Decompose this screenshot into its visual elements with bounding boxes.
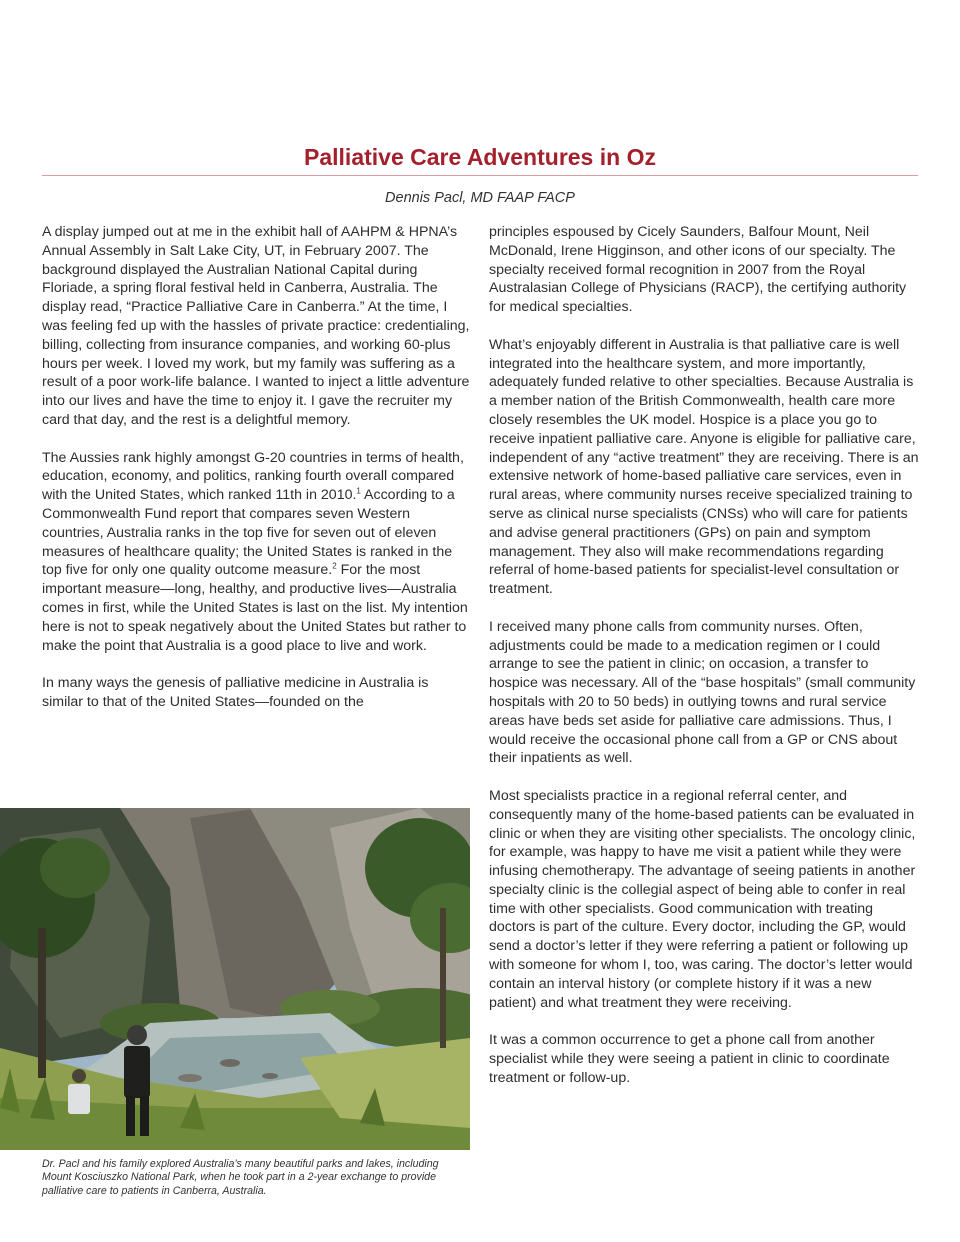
gorge-landscape-image (0, 808, 470, 1150)
right-paragraph-1: principles espoused by Cicely Saunders, Balfour Mount, Neil McDonald, Irene Higginson, and other icons of our specialty. The specialty received formal recognition in 2007 from the Royal Australasian College of Physicians (RACP), the certifying authority for medical specialties. (489, 224, 907, 316)
right-paragraph-2: What’s enjoyably different in Australia is that palliative care is well integrated into the healthcare system, and more importantly, adequately funded relative to other specialties. Because Australia is a member nation of the British Commonwealth, health care more closely resembles the UK model. Hospice is a place you go to receive inpatient palliative care. Anyone is eligible for palliative care, independent of any “active treatment” they are receiving. There is an extensive network of home-based palliative care services, even in rural areas, where community nurses receive specialized training to serve as clinical nurse specialists (CNSs) who will care for patients and advise general practitioners (GPs) on pain and symptom management. They also will make recommendations regarding referral of home-based patients for specialist-level consultation or treatment. (489, 336, 919, 598)
photo-caption: Dr. Pacl and his family explored Australia’s many beautiful parks and lakes, including Mount Kosciuszko National Park, when he took part in a 2-year exchange to provide palliative care to patients in Canberra, Australia. (42, 1158, 439, 1197)
right-column (489, 223, 919, 1106)
right-paragraph-4: Most specialists practice in a regional referral center, and consequently many of the home-based patients can be evaluated in clinic or when they are visiting other specialists. The oncology clinic, for example, was happy to have me visit a patient while they were infusing chemotherapy. The advantage of seeing patients in another specialty clinic is the collegial aspect of being able to confer in real time with other specialists. Good communication with treating doctors is part of the culture. Every doctor, including the GP, would send a doctor’s letter if they were referring a patient or following up with someone for whom I, too, was caring. The doctor’s letter would contain an interval history (or complete history if it was a new patient) and what treatment they were receiving. (489, 787, 916, 1011)
left-column (42, 223, 472, 731)
paragraph-text: According to a Commonwealth Fund report that compares seven Western countries, Australia ranks in the top five for seven out of eleven measures of healthcare quality; the United States is ranked in the top five for only one quality outcome measure. (42, 487, 455, 579)
article-title: Palliative Care Adventures in Oz (304, 144, 656, 170)
paragraph-text: The Aussies rank highly amongst G-20 countries in terms of health, education, economy, and politics, ranking fourth overall compared with the United States, which ranked 11th in 2010. (42, 449, 464, 504)
left-paragraph-1: A display jumped out at me in the exhibit hall of AAHPM & HPNA’s Annual Assembly in Salt Lake City, UT, in February 2007. The background displayed the Australian National Capital during Floriade, a spring floral festival held in Canberra, Australia. The display read, “Practice Palliative Care in Canberra.” At the time, I was feeling fed up with the hassles of private practice: credentialing, billing, collecting from insurance companies, and working 60-plus hours per week. I loved my work, but my family was suffering as a result of a poor work-life balance. I wanted to inject a little adventure into our lives and have the time to enjoy it. I gave the recruiter my card that day, and the rest is a delightful memory. (42, 224, 470, 428)
paragraph-text: For the most important measure—long, healthy, and productive lives—Australia comes in first, while the United States is last on the list. My intention here is not to speak negatively about the United States but rather to make the point that Australia is a good place to live and work. (42, 562, 468, 654)
left-paragraph-2 (42, 449, 472, 656)
park-photo (0, 808, 470, 1150)
title-divider (42, 175, 918, 176)
left-paragraph-3: In many ways the genesis of palliative medicine in Australia is similar to that of the United States—founded on the (42, 675, 429, 710)
author-byline: Dennis Pacl, MD FAAP FACP (385, 190, 575, 206)
right-paragraph-3: I received many phone calls from community nurses. Often, adjustments could be made to a medication regimen or I could arrange to see the patient in clinic; on occasion, a transfer to hospice was necessary. All of the “base hospitals” (small community hospitals with 20 to 50 beds) in outlying towns and rural service areas have beds set aside for palliative care admissions. Thus, I would receive the occasional phone call from a GP or CNS about their inpatients as well. (489, 618, 916, 767)
right-paragraph-5: It was a common occurrence to get a phone call from another specialist while they were seeing a patient in clinic to coordinate treatment or follow-up. (489, 1032, 890, 1086)
footnote-ref-1[interactable]: 1 (356, 486, 361, 496)
footnote-ref-2[interactable]: 2 (332, 561, 337, 571)
